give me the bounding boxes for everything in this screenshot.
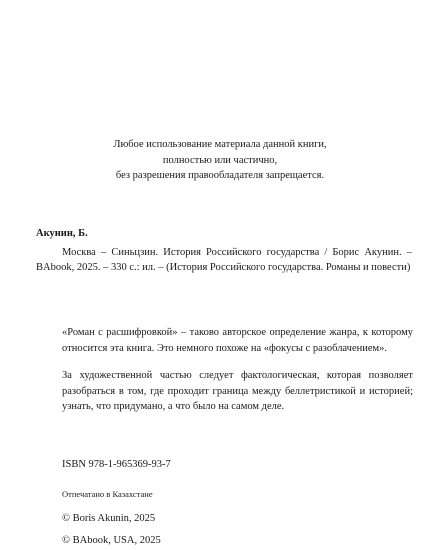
annotation-paragraph: «Роман с расшифровкой» – таково авторское определение жанра, к которому относится эта книга. Это немного похоже на «фокусы с разоблачением».	[62, 327, 413, 354]
copyright-publisher: © BAbook, USA, 2025	[62, 535, 161, 546]
catalog-author: Акунин, Б.	[36, 228, 88, 239]
copyright-notice-line: без разрешения правообладателя запрещается.	[115, 170, 325, 181]
annotation	[62, 325, 413, 415]
annotation-paragraph: За художественной частью следует фактологическая, которая позволяет разобраться в том, где проходит граница между беллетристикой и историей; узнать, что придумано, а что было на самом деле.	[62, 370, 413, 412]
isbn: ISBN 978-1-965369-93-7	[62, 459, 171, 470]
copyright-author: © Boris Akunin, 2025	[62, 513, 156, 524]
catalog-entry: Москва – Синьцзин. История Российского государства / Борис Акунин. – BAbook, 2025. – 330 с.: ил. – (История Российского государства. Романы и повести)	[36, 246, 412, 273]
copyright-notice-line: полностью или частично,	[162, 154, 278, 166]
copyright-notice-line: Любое использование материала данной книги,	[113, 139, 327, 150]
catalog-record	[36, 226, 412, 276]
printed-in: Отпечатано в Казахстане	[62, 489, 153, 499]
copyright-notice	[0, 137, 440, 184]
